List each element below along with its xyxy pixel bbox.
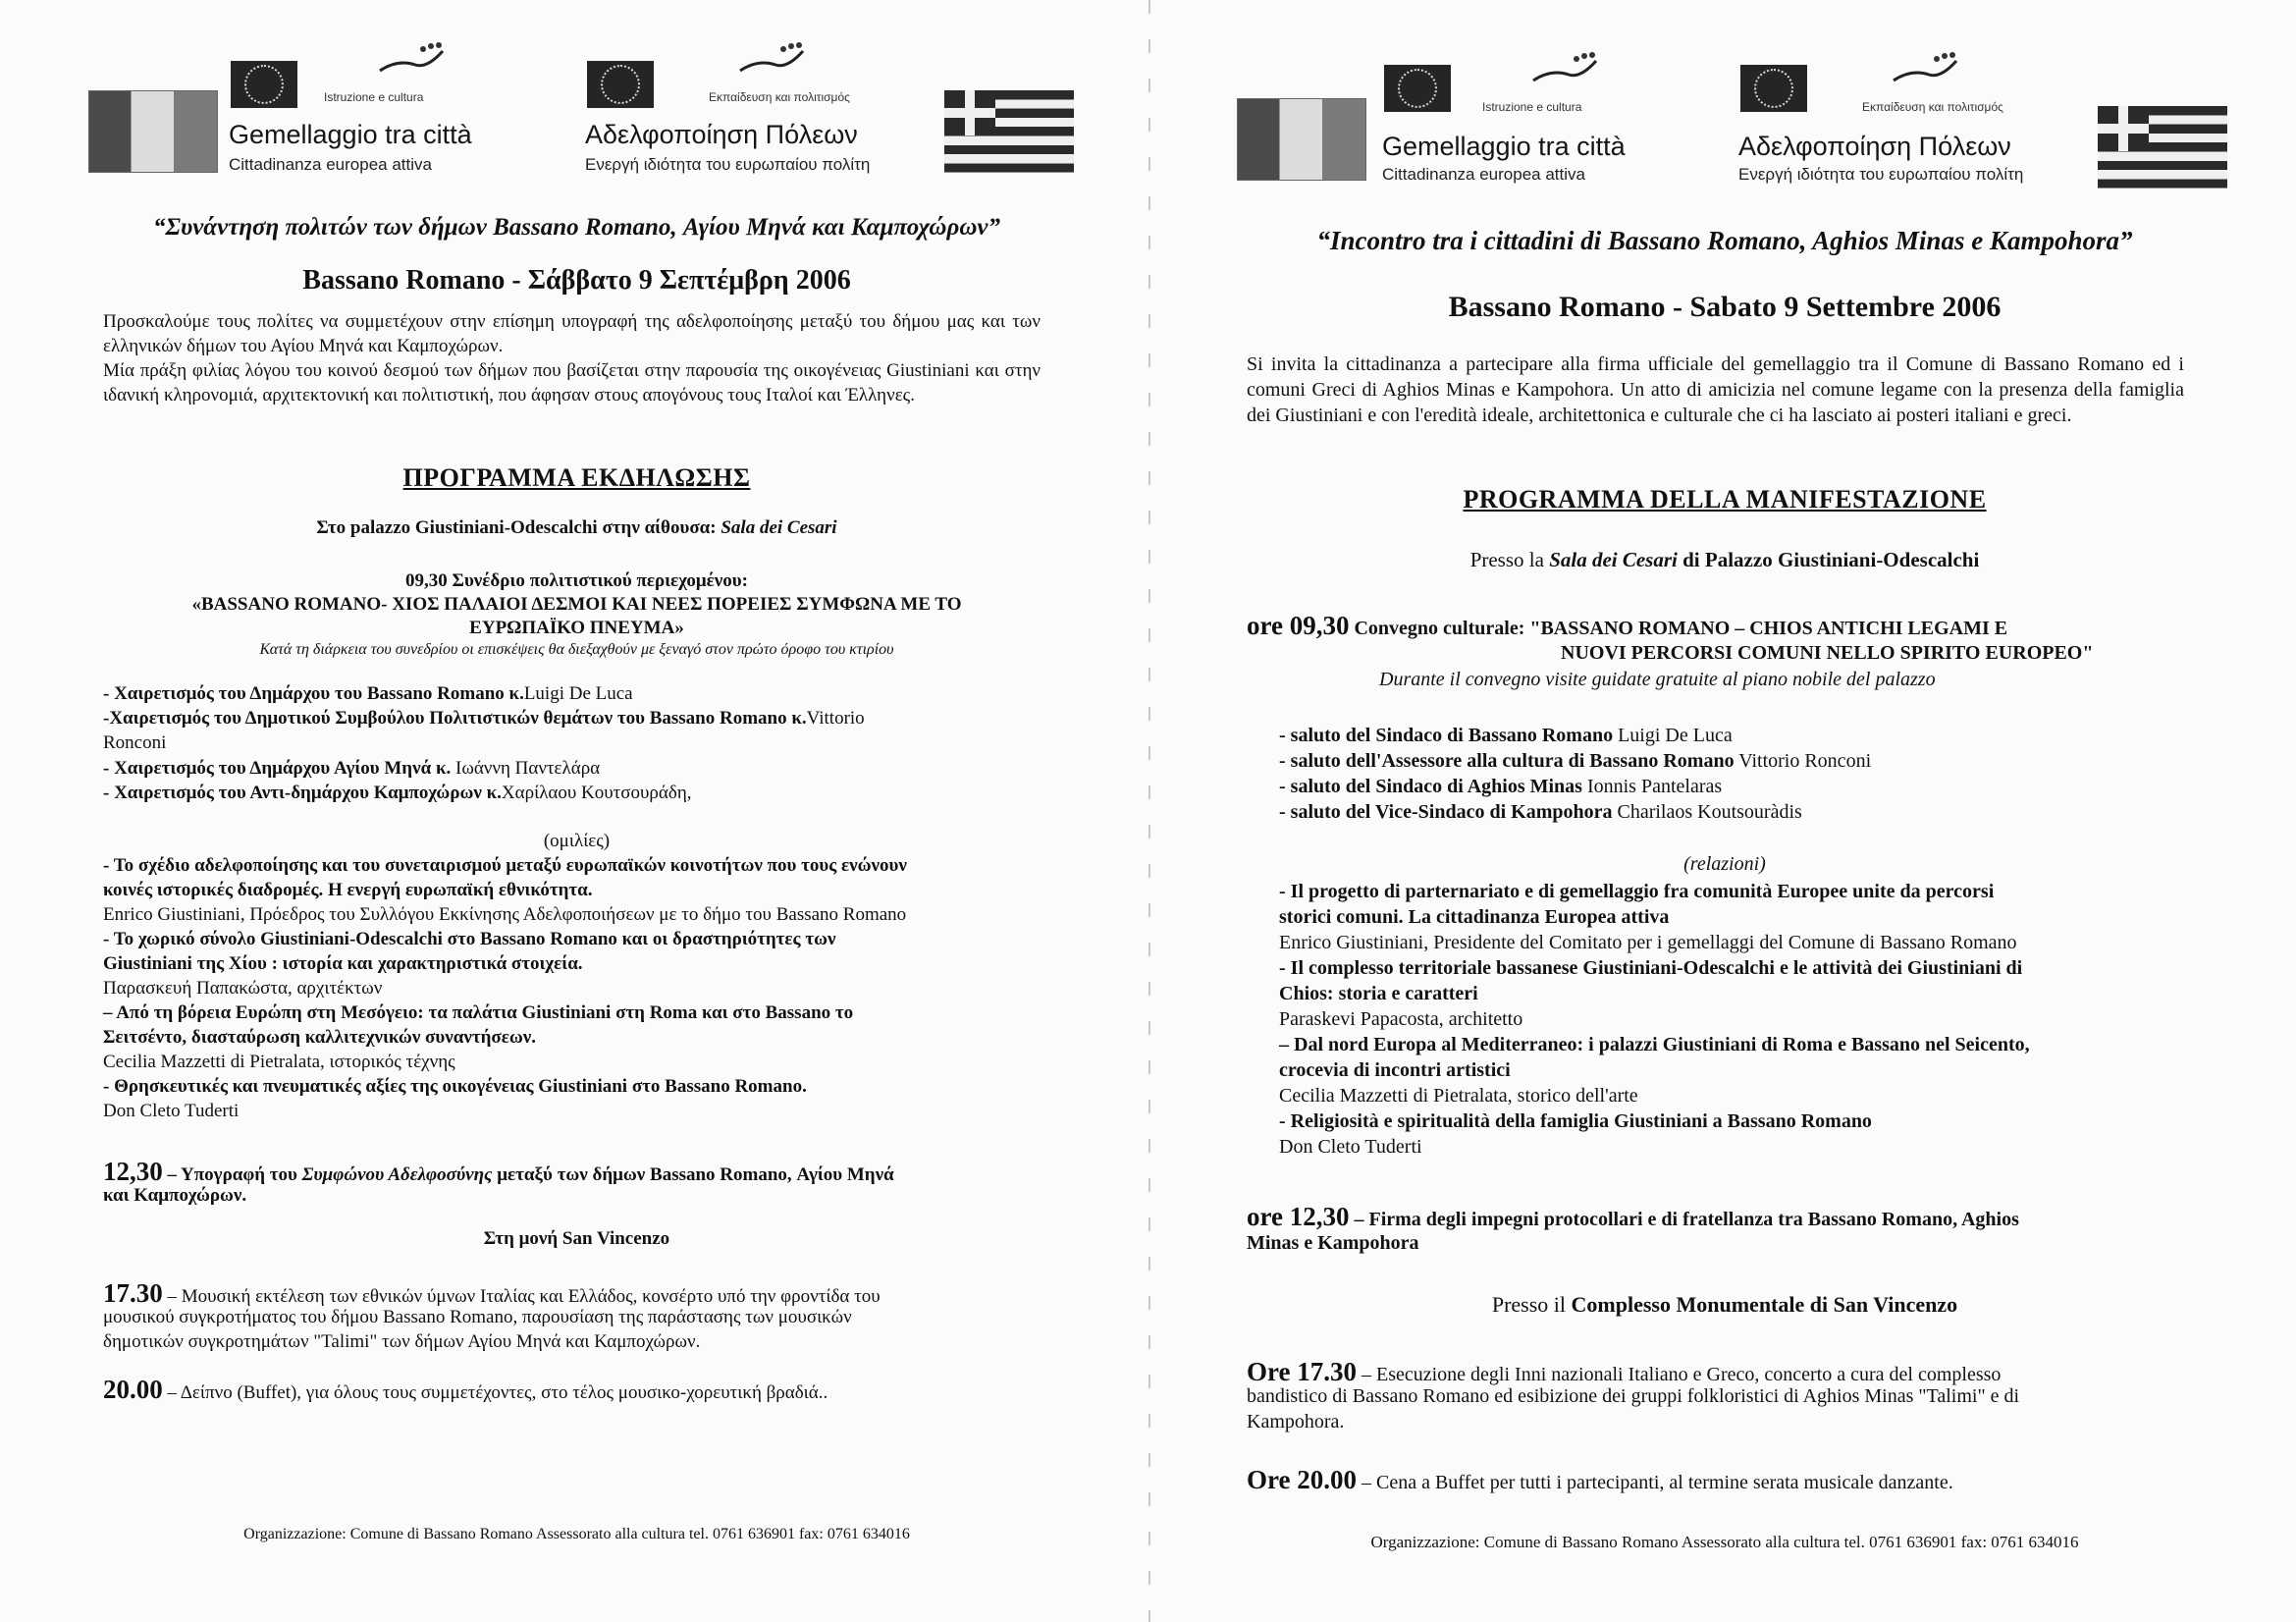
italian-greeting-3: - saluto del Sindaco di Aghios Minas Ionnis Pantelaras bbox=[1279, 776, 1723, 797]
greek-talk4-speaker: Don Cleto Tuderti bbox=[103, 1101, 240, 1121]
brand-subtitle-gr: Ενεργή ιδιότητα του ευρωπαίου πολίτη bbox=[585, 155, 871, 174]
dove-logo-icon bbox=[1531, 51, 1600, 84]
greek-talk2-speaker: Παρασκευή Παπακώστα, αρχιτέκτων bbox=[103, 978, 383, 999]
brand-small-text: Istruzione e cultura bbox=[1482, 100, 1582, 114]
italy-flag-icon bbox=[88, 90, 218, 173]
greek-venue: Στο palazzo Giustiniani-Odescalchi στην αίθουσα: Sala dei Cesari bbox=[316, 517, 837, 538]
brand-subtitle-it: Cittadinanza europea attiva bbox=[229, 155, 432, 174]
eu-flag-icon bbox=[1740, 65, 1807, 112]
brand-title-it: Gemellaggio tra città bbox=[1382, 132, 1626, 161]
italian-talk4-title: - Religiosità e spiritualità della famiglia Giustiniani a Bassano Romano bbox=[1279, 1110, 1872, 1132]
italian-talk2-title: - Il complesso territoriale bassanese Giustiniani-Odescalchi e le attività dei Giustiniani di bbox=[1279, 957, 2023, 979]
greek-intro: Προσκαλούμε τους πολίτες να συμμετέχουν στην επίσημη υπογραφή της αδελφοποίησης μεταξύ του δήμου μας και των ελληνικών δήμων του Αγίου Μηνά και Καμποχώρων. Μία πράξη φιλίας λόγου του κοινού δεσμού των δήμων που βασίζεται στην παρουσία της οικογένειας Giustiniani και στην ιδανική κληρονομιά, αρχιτεκτονική και πολιτιστική, που άφησαν στους απογόνους τους Ιταλοί και Έλληνες. bbox=[103, 311, 1041, 406]
greek-talk4-title: - Θρησκευτικές και πνευματικές αξίες της οικογένειας Giustiniani στο Bassano Romano. bbox=[103, 1076, 807, 1097]
greek-greeting-2: -Χαιρετισμός του Δημοτικού Συμβούλου Πολιτιστικών θεμάτων του Bassano Romano κ.Vittorio bbox=[103, 708, 865, 729]
italian-dinner: Ore 20.00 – Cena a Buffet per tutti i partecipanti, al termine serata musicale danzante. bbox=[1247, 1465, 1953, 1494]
brand-subtitle-it: Cittadinanza europea attiva bbox=[1382, 165, 1585, 184]
italian-intro: Si invita la cittadinanza a partecipare alla firma ufficiale del gemellaggio tra il Comune di Bassano Romano ed i comuni Greci di Aghios Minas e Kampohora. Un atto di amicizia nel comune legame con la presenza della famiglia dei Giustiniani e con l'eredità ideale, architettonica e culturale che ci ha lasciato ai posteri italiani e greci. bbox=[1247, 353, 2184, 427]
italian-greeting-2: - saluto dell'Assessore alla cultura di Bassano Romano Vittorio Ronconi bbox=[1279, 750, 1872, 772]
italian-talk2-speaker: Paraskevi Papacosta, architetto bbox=[1279, 1008, 1523, 1030]
greek-talk2-title2: Giustiniani της Χίου : ιστορία και χαρακτηριστικά στοιχεία. bbox=[103, 953, 583, 974]
italian-footer: Organizzazione: Comune di Bassano Romano Assessorato alla cultura tel. 0761 636901 fax: 0761 634016 bbox=[1370, 1533, 2079, 1551]
italian-signing: ore 12,30 – Firma degli impegni protocollari e di fratellanza tra Bassano Romano, Aghios bbox=[1247, 1202, 2019, 1231]
greek-talk1-title: - Το σχέδιο αδελφοποίησης και του συνεταιρισμού μεταξύ ευρωπαϊκών κοινοτήτων που τους ενώνουν bbox=[103, 855, 907, 876]
italian-talk3-title2: crocevia di incontri artistici bbox=[1279, 1059, 1511, 1081]
greek-greeting-1: - Χαιρετισμός του Δημάρχου του Bassano Romano κ.Luigi De Luca bbox=[103, 683, 633, 704]
greek-program-heading: ΠΡΟΓΡΑΜΜΑ ΕΚΔΗΛΩΣΗΣ bbox=[402, 463, 751, 492]
greek-talk3-title2: Σειτσέντο, διασταύρωση καλλιτεχνικών συναντήσεων. bbox=[103, 1027, 536, 1048]
greek-footer: Organizzazione: Comune di Bassano Romano Assessorato alla cultura tel. 0761 636901 fax: 0761 634016 bbox=[243, 1526, 910, 1542]
greek-concert: 17.30 – Μουσική εκτέλεση των εθνικών ύμνων Ιταλίας και Ελλάδος, κονσέρτο υπό την φροντίδα του bbox=[103, 1278, 881, 1308]
greek-concert-line3: δημοτικών συγκροτημάτων "Talimi" των δήμων Αγίου Μηνά και Καμποχώρων. bbox=[103, 1331, 701, 1352]
greece-flag-icon bbox=[944, 90, 1074, 173]
brand-title-gr: Αδελφοποίηση Πόλεων bbox=[1738, 132, 2011, 161]
italian-concert-line2: bandistico di Bassano Romano ed esibizione dei gruppi folkloristici di Aghios Minas "Talimi" e di bbox=[1247, 1385, 2020, 1407]
brand-subtitle-gr: Ενεργή ιδιότητα του ευρωπαίου πολίτη bbox=[1738, 165, 2024, 184]
italian-date-line: Bassano Romano - Sabato 9 Settembre 2006 bbox=[1448, 291, 2002, 323]
greek-header bbox=[0, 0, 1153, 174]
greek-concert-line2: μουσικού συγκροτήματος του δήμου Bassano Romano, παρουσίαση της παράστασης των μουσικών bbox=[103, 1307, 852, 1327]
italian-page bbox=[1153, 0, 2296, 1622]
greek-date-line: Bassano Romano - Σάββατο 9 Σεπτέμβρη 2006 bbox=[302, 265, 851, 296]
italian-signing-line2: Minas e Kampohora bbox=[1247, 1232, 1419, 1254]
italian-header bbox=[1153, 0, 2296, 184]
greek-monastery: Στη μονή San Vincenzo bbox=[483, 1228, 670, 1249]
greek-greeting-3: - Χαιρετισμός του Δημάρχου Αγίου Μηνά κ. Ιωάννη Παντελάρα bbox=[103, 758, 601, 779]
italian-concert: Ore 17.30 – Esecuzione degli Inni nazionali Italiano e Greco, concerto a cura del complesso bbox=[1247, 1357, 2002, 1386]
greek-talks-label: (ομιλίες) bbox=[543, 831, 611, 851]
greek-conf-note: Κατά τη διάρκεια του συνεδρίου οι επισκέψεις θα διεξαχθούν με ξεναγό στον πρώτο όροφο του κτιρίου bbox=[259, 641, 894, 658]
greek-dinner: 20.00 – Δείπνο (Buffet), για όλους τους συμμετέχοντες, στο τέλος μουσικο-χορευτική βραδιά.. bbox=[103, 1375, 828, 1404]
eu-flag-icon bbox=[587, 61, 654, 108]
italian-conf-note: Durante il convegno visite guidate gratuite al piano nobile del palazzo bbox=[1379, 669, 1936, 690]
greek-conf-line1: 09,30 Συνέδριο πολιτιστικού περιεχομένου: bbox=[405, 570, 748, 591]
greek-talk1-speaker: Enrico Giustiniani, Πρόεδρος του Συλλόγου Εκκίνησης Αδελφοποιήσεων με το δήμο του Bassano Romano bbox=[103, 904, 907, 925]
greek-signing-line2: και Καμποχώρων. bbox=[103, 1185, 247, 1206]
brand-small-text-gr: Εκπαίδευση και πολιτισμός bbox=[709, 90, 850, 104]
italian-talk4-speaker: Don Cleto Tuderti bbox=[1279, 1136, 1422, 1158]
italian-greeting-1: - saluto del Sindaco di Bassano Romano Luigi De Luca bbox=[1279, 725, 1733, 746]
italy-flag-icon bbox=[1237, 98, 1366, 181]
greek-greeting-2b: Ronconi bbox=[103, 732, 167, 753]
italian-greeting-4: - saluto del Vice-Sindaco di Kampohora Charilaos Koutsouràdis bbox=[1279, 801, 1802, 823]
italian-venue: Presso la Sala dei Cesari di Palazzo Giustiniani-Odescalchi bbox=[1469, 548, 1980, 571]
eu-flag-icon bbox=[1384, 65, 1451, 112]
greek-signing: 12,30 – Υπογραφή του Συμφώνου Αδελφοσύνης μεταξύ των δήμων Bassano Romano, Αγίου Μηνά bbox=[103, 1157, 894, 1186]
greek-quote: “Συνάντηση πολιτών των δήμων Bassano Romano, Αγίου Μηνά και Καμποχώρων” bbox=[152, 214, 1001, 241]
italian-talk3-speaker: Cecilia Mazzetti di Pietralata, storico dell'arte bbox=[1279, 1085, 1638, 1107]
italian-talks-label: (relazioni) bbox=[1683, 853, 1766, 875]
italian-monastery: Presso il Complesso Monumentale di San Vincenzo bbox=[1491, 1292, 1958, 1317]
greek-conf-line3: ΕΥΡΩΠΑΪΚΟ ΠΝΕΥΜΑ» bbox=[469, 618, 684, 638]
italian-conf-line2: NUOVI PERCORSI COMUNI NELLO SPIRITO EUROPEO" bbox=[1561, 642, 2094, 664]
brand-small-text: Istruzione e cultura bbox=[324, 90, 424, 104]
brand-title-gr: Αδελφοποίηση Πόλεων bbox=[585, 120, 858, 149]
greece-flag-icon bbox=[2098, 106, 2227, 189]
italian-quote: “Incontro tra i cittadini di Bassano Romano, Aghios Minas e Kampohora” bbox=[1316, 226, 2133, 255]
italian-talk3-title: – Dal nord Europa al Mediterraneo: i palazzi Giustiniani di Roma e Bassano nel Seicento, bbox=[1279, 1034, 2030, 1055]
italian-program-heading: PROGRAMMA DELLA MANIFESTAZIONE bbox=[1463, 485, 1987, 514]
dove-logo-icon bbox=[378, 41, 447, 75]
greek-talk1-title2: κοινές ιστορικές διαδρομές. Η ενεργή ευρωπαϊκή εθνικότητα. bbox=[103, 880, 593, 900]
greek-talk3-speaker: Cecilia Mazzetti di Pietralata, ιστορικός τέχνης bbox=[103, 1052, 455, 1072]
eu-flag-icon bbox=[231, 61, 297, 108]
dove-logo-icon bbox=[1892, 51, 1960, 84]
greek-talk3-title: – Από τη βόρεια Ευρώπη στη Μεσόγειο: τα παλάτια Giustiniani στη Roma και στο Bassano το bbox=[103, 1002, 854, 1023]
dove-logo-icon bbox=[738, 41, 807, 75]
italian-concert-line3: Kampohora. bbox=[1247, 1411, 1345, 1433]
italian-talk1-title2: storici comuni. La cittadinanza Europea attiva bbox=[1279, 906, 1670, 928]
italian-talk2-title2: Chios: storia e caratteri bbox=[1279, 983, 1478, 1004]
greek-talk2-title: - Το χωρικό σύνολο Giustiniani-Odescalchi στο Bassano Romano και οι δραστηριότητες των bbox=[103, 929, 836, 949]
italian-talk1-title: - Il progetto di parternariato e di gemellaggio fra comunità Europee unite da percorsi bbox=[1279, 881, 1995, 902]
greek-greeting-4: - Χαιρετισμός του Αντι-δημάρχου Καμποχώρων κ.Χαρίλαου Κουτσουράδη, bbox=[103, 783, 692, 803]
greek-conf-line2: «BASSANO ROMANO- ΧΙΟΣ ΠΑΛΑΙΟΙ ΔΕΣΜΟΙ ΚΑΙ ΝΕΕΣ ΠΟΡΕΙΕΣ ΣΥΜΦΩΝΑ ΜΕ ΤΟ bbox=[191, 594, 962, 615]
italian-conf-line1: ore 09,30 Convegno culturale: "BASSANO ROMANO – CHIOS ANTICHI LEGAMI E bbox=[1247, 611, 2008, 640]
italian-talk1-speaker: Enrico Giustiniani, Presidente del Comitato per i gemellaggi del Comune di Bassano Romano bbox=[1279, 932, 2017, 953]
brand-small-text-gr: Εκπαίδευση και πολιτισμός bbox=[1862, 100, 2003, 114]
brand-title-it: Gemellaggio tra città bbox=[229, 120, 472, 149]
